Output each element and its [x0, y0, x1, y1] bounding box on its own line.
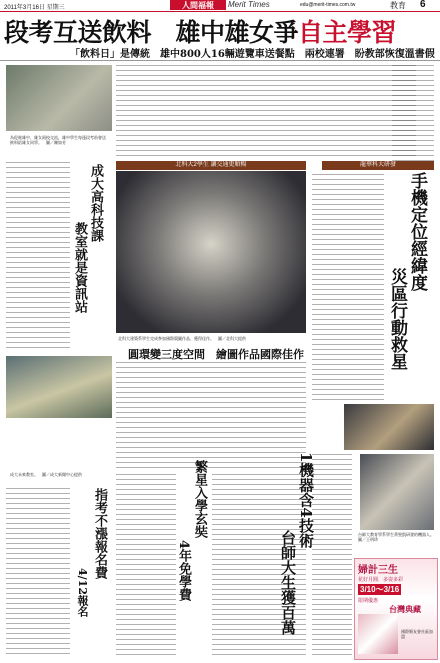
students-photo [6, 65, 112, 131]
article-body [312, 454, 352, 656]
couple-photo [358, 614, 398, 654]
photo-caption: 成大未來教室。 圖／成大新聞中心提供 [10, 472, 82, 477]
story-headline [192, 460, 206, 650]
photo-caption: 為促進雄中、雄女兩校交流，雄中學生每逢段考前會送飲料給雄女同學。 圖／陳如芳 [10, 135, 106, 145]
story-headline-a: 手機定位經緯度 [407, 172, 427, 291]
main-headline-part1: 段考互送飲料 雄中雄女爭 [4, 18, 299, 47]
header-rule [0, 11, 440, 12]
section-banner: 龍華科大研發 [322, 161, 434, 170]
ad-title: 婦計三生 [358, 565, 398, 576]
phone-demo-photo [344, 404, 434, 450]
story-headline: 圓環變三度空間 繪圖作品國際佳作 [128, 348, 304, 361]
story-headline [92, 488, 106, 658]
article-body [6, 488, 70, 658]
story-headline-b: 災區行動救星 [387, 268, 407, 370]
page-number: 6 [420, 0, 426, 10]
article-body [116, 362, 306, 470]
article-body [392, 65, 434, 170]
article-body [116, 65, 416, 157]
story-headline-b: 台師大生獲百萬 [279, 530, 297, 635]
story-headline [408, 172, 426, 322]
classroom-photo [6, 356, 112, 418]
main-headline [4, 13, 436, 49]
ad-line: 限期優惠 [358, 598, 379, 604]
article-body [312, 174, 384, 404]
story-headline-a: 指考不漲報名費 [92, 488, 107, 579]
section-email: edu@merit-times.com.tw [300, 2, 356, 8]
story-headline [88, 164, 102, 334]
article-body [6, 162, 70, 352]
story-headline [388, 268, 406, 408]
divider [0, 60, 440, 61]
main-headline-part2: 自主學習 [298, 18, 397, 47]
section-name: 教育 [390, 1, 406, 10]
photo-caption: 台師大教育學系學生黃聖凱研發的機器人。 圖／王明珍 [358, 532, 438, 542]
story-headline-b: 4年免學費 [176, 540, 191, 602]
story-headline-b: 教室就是資訊站 [72, 222, 87, 313]
advertisement[interactable] [354, 558, 438, 660]
article-body [116, 474, 176, 656]
photo-caption: 北科大建築系學生完成參加國際競圖作品，獲得佳作。 圖／北科大提供 [118, 336, 246, 341]
story-headline-b: 4/12報名 [76, 568, 89, 617]
ad-dates: 3/10～3/16 [360, 585, 400, 594]
story-headline [76, 568, 88, 658]
issue-date: 2011年3月16日 星期三 [4, 5, 65, 11]
robot-photo [360, 454, 434, 530]
story-headline-a: 成大高科技課 [88, 164, 103, 242]
architecture-render [116, 171, 306, 333]
newspaper-logo-english: Merit Times [228, 0, 270, 9]
section-banner: 北科大2學生 讓交通更順暢 [116, 161, 306, 170]
newspaper-logo: 人間福報 [170, 0, 226, 10]
ad-footer: 國際婚友會社區加盟 [401, 629, 433, 639]
ad-brand: 台灣典藏 [389, 604, 421, 614]
story-headline [176, 540, 190, 660]
main-subhead: 「飲料日」是傳統 雄中800人16輛遊覽車送餐點 兩校連署 盼教部恢復溫書假 [70, 49, 435, 60]
ad-line: 花好月圓．多姿多彩 [358, 577, 404, 583]
story-headline-a: 繁星入學玄奘 [192, 460, 207, 538]
story-headline [280, 530, 296, 650]
story-headline-a: 1機器含4技術 [297, 452, 315, 548]
